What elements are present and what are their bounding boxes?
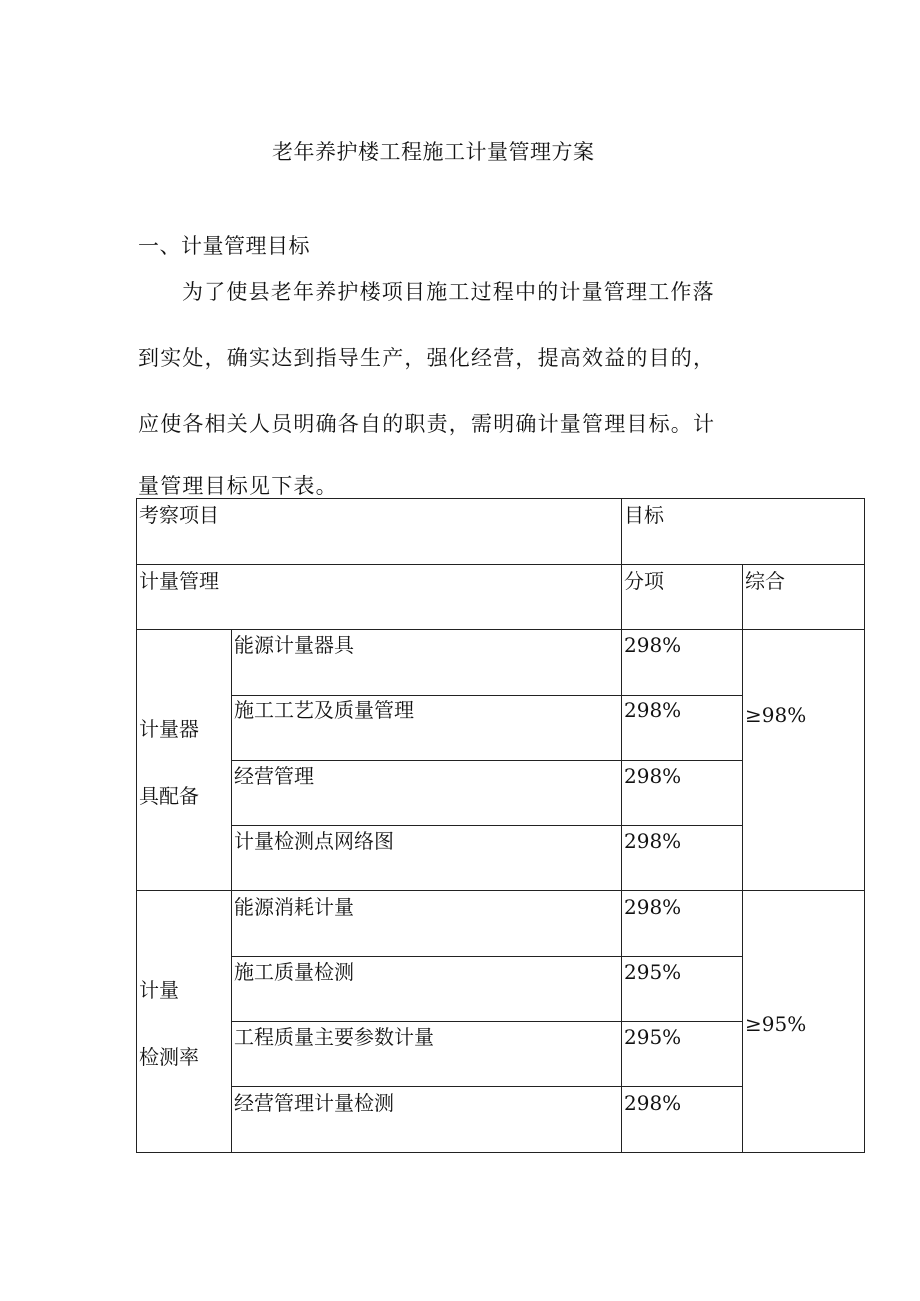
section-heading: 一、计量管理目标: [138, 234, 310, 258]
group-2-row-3-name: 工程质量主要参数计量: [234, 1025, 434, 1049]
group-2-row-1-value: 298%: [624, 895, 682, 919]
paragraph-line-2: 到实处，确实达到指导生产，强化经营，提高效益的目的，: [138, 346, 716, 370]
group-1-row-2-name: 施工工艺及质量管理: [234, 698, 414, 722]
group-2-overall: ≥95%: [745, 1012, 807, 1036]
group-1-row-4-value: 298%: [624, 829, 682, 853]
group-1-row-2-value: 298%: [624, 698, 682, 722]
group-2-row-2-name: 施工质量检测: [234, 960, 354, 984]
group-2-row-4-value: 298%: [624, 1091, 682, 1115]
group-1-row-1-name: 能源计量器具: [234, 633, 354, 657]
group-2-name-line-1: 计量: [139, 978, 179, 1002]
subheader-overall: 综合: [745, 569, 785, 593]
group-2-row-1-name: 能源消耗计量: [234, 895, 354, 919]
group-2-row-2-value: 295%: [624, 960, 682, 984]
page-title: 老年养护楼工程施工计量管理方案: [272, 140, 595, 164]
group-2-row-4-name: 经营管理计量检测: [234, 1091, 394, 1115]
paragraph-line-1: 为了使县老年养护楼项目施工过程中的计量管理工作落: [182, 280, 715, 304]
group-2-row-3-value: 295%: [624, 1025, 682, 1049]
group-1-row-3-name: 经营管理: [234, 764, 314, 788]
group-2-name-line-2: 检测率: [139, 1045, 199, 1069]
subheader-sub: 分项: [624, 569, 664, 593]
group-1-row-4-name: 计量检测点网络图: [234, 829, 394, 853]
paragraph-line-3: 应使各相关人员明确各自的职责，需明确计量管理目标。计: [138, 412, 716, 436]
group-1-row-3-value: 298%: [624, 764, 682, 788]
subheader-item: 计量管理: [139, 569, 219, 593]
group-1-overall: ≥98%: [745, 703, 807, 727]
paragraph-line-4: 量管理目标见下表。: [138, 474, 338, 498]
header-item: 考察项目: [139, 503, 219, 527]
group-1-row-1-value: 298%: [624, 633, 682, 657]
group-1-name-line-1: 计量器: [139, 717, 199, 741]
header-target: 目标: [624, 503, 664, 527]
group-1-name-line-2: 具配备: [139, 784, 199, 808]
